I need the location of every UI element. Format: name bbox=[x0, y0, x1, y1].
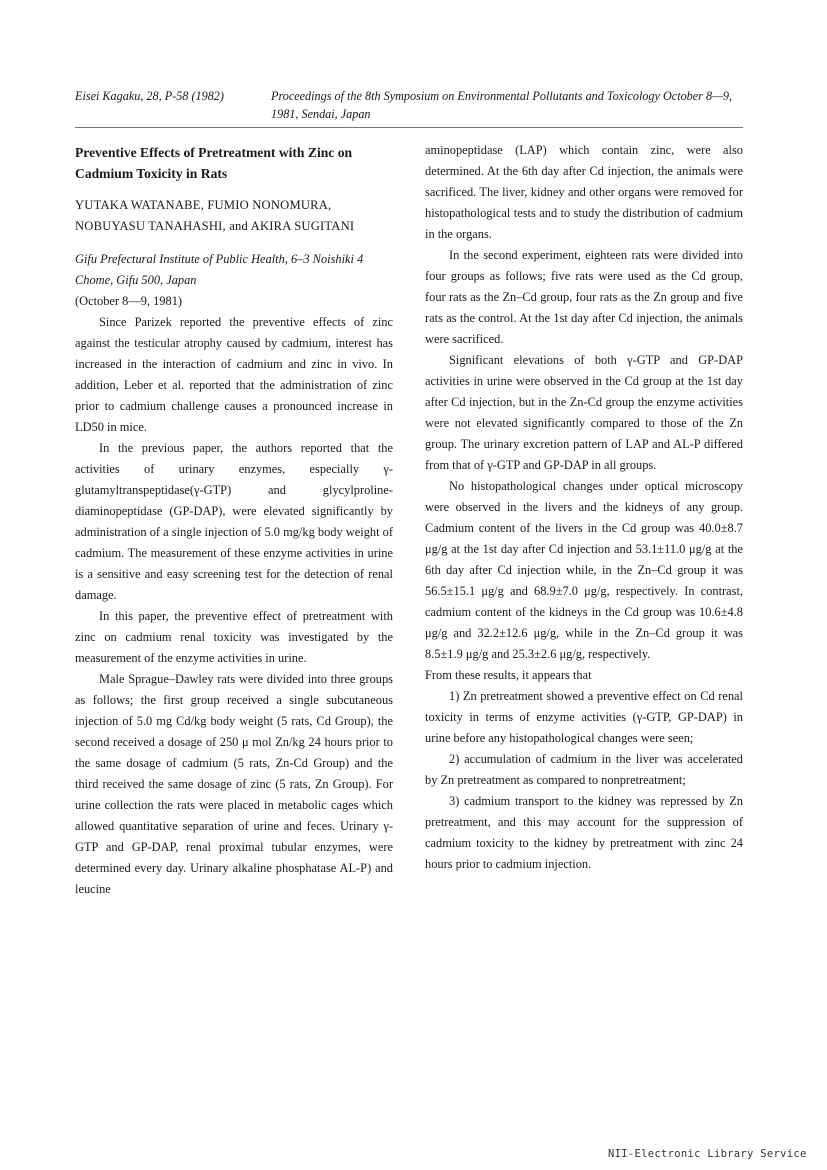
body-paragraph: In the previous paper, the authors reported that the activities of urinary enzymes, especially γ-glutamyltranspeptidase(γ-GTP) and glycylproline-diaminopeptidase (GP-DAP), were elevated significantly by administration of a single injection of 5.0 mg/kg body weight of cadmium. The measurement of these enzyme activities in urine is a sensitive and easy screening test for the detection of renal damage. bbox=[75, 441, 393, 602]
body-paragraph: In this paper, the preventive effect of pretreatment with zinc on cadmium renal toxicity was investigated by the measurement of the enzyme activities in urine. bbox=[75, 609, 393, 665]
library-footer: NII-Electronic Library Service bbox=[608, 1148, 807, 1160]
body-paragraph: Male Sprague–Dawley rats were divided into three groups as follows; the first group received a single subcutaneous injection of 5.0 mg Cd/kg body weight (5 rats, Cd Group), the second received a dosage of 250 μ mol Zn/kg 24 hours prior to the same dosage of cadmium (5 rats, Zn-Cd Group) and the third received the same dosage of zinc (5 rats, Zn Group). For urine collection the rats were placed in metabolic cages which allowed quantitative separation of urine and feces. Urinary γ-GTP and GP-DAP, renal proximal tubular enzymes, were determined every day. Urinary alkaline phosphatase AL-P) and leucine bbox=[75, 672, 393, 896]
body-paragraph: Significant elevations of both γ-GTP and GP-DAP activities in urine were observed in the Cd group at the 1st day after Cd injection, but in the Zn-Cd group the enzyme activities were not elevated significantly compared to those of the Zn group. The urinary excretion pattern of LAP and AL-P differed from that of γ-GTP and GP-DAP in all groups. bbox=[425, 353, 743, 472]
article-authors: YUTAKA WATANABE, FUMIO NONOMURA, NOBUYASU TANAHASHI, and AKIRA SUGITANI bbox=[75, 198, 355, 233]
conclusion-item: 3) cadmium transport to the kidney was repressed by Zn pretreatment, and this may account for the suppression of cadmium toxicity to the kidney by pretreatment with zinc 24 hours prior to cadmium injection. bbox=[425, 794, 743, 871]
left-column bbox=[75, 140, 393, 900]
right-column bbox=[425, 140, 743, 875]
conclusion-item: 1) Zn pretreatment showed a preventive effect on Cd renal toxicity in terms of enzyme activities (γ-GTP, GP-DAP) in urine before any histopathological changes were seen; bbox=[425, 689, 743, 745]
body-paragraph: Since Parizek reported the preventive effects of zinc against the testicular atrophy caused by cadmium, interest has increased in the interaction of cadmium and zinc in vivo. In addition, Leber et al. reported that the administration of zinc prior to cadmium challenge causes a pronounced increase in LD50 in mice. bbox=[75, 315, 393, 434]
symposium-date: (October 8—9, 1981) bbox=[75, 294, 183, 308]
author-affiliation: Gifu Prefectural Institute of Public Health, 6–3 Noishiki 4 Chome, Gifu 500, Japan bbox=[75, 252, 364, 287]
journal-citation: Eisei Kagaku, 28, P-58 (1982) bbox=[75, 89, 224, 103]
conclusion-item: 2) accumulation of cadmium in the liver was accelerated by Zn pretreatment as compared to nonpretreatment; bbox=[425, 752, 743, 787]
body-paragraph-continued: aminopeptidase (LAP) which contain zinc, were also determined. At the 6th day after Cd injection, the animals were sacrificed. The liver, kidney and other organs were removed for histopathological tests and to study the distribution of cadmium in the organs. bbox=[425, 143, 743, 241]
body-paragraph: In the second experiment, eighteen rats were divided into four groups as follows; five rats were used as the Cd group, four rats as the Zn–Cd group, four rats as the Zn group and five rats as the control. At the 1st day after Cd injection, the animals were sacrificed. bbox=[425, 248, 743, 346]
body-paragraph: No histopathological changes under optical microscopy were observed in the livers and the kidneys of any group. Cadmium content of the livers in the Cd group was 40.0±8.7 μg/g at the 1st day after Cd injection and 53.1±11.0 μg/g at the 6th day after Cd injection while, in the Zn–Cd group it was 56.5±15.1 μg/g and 68.9±7.0 μg/g, respectively. In contrast, cadmium content of the kidneys in the Cd group was 10.6±4.8 μg/g and 32.2±12.6 μg/g, while in the Zn–Cd group it was 8.5±1.9 μg/g and 25.3±2.6 μg/g, respectively. bbox=[425, 479, 743, 661]
conclusion-intro: From these results, it appears that bbox=[425, 668, 592, 682]
proceedings-citation bbox=[271, 87, 755, 123]
proceedings-line-1: Proceedings of the 8th Symposium on Environmental Pollutants and Toxicology October 8—9, bbox=[271, 89, 733, 103]
header-rule bbox=[75, 127, 743, 128]
proceedings-line-2: 1981, Sendai, Japan bbox=[271, 107, 371, 121]
article-title: Preventive Effects of Pretreatment with Zinc on Cadmium Toxicity in Rats bbox=[75, 145, 353, 181]
running-header bbox=[75, 87, 755, 123]
